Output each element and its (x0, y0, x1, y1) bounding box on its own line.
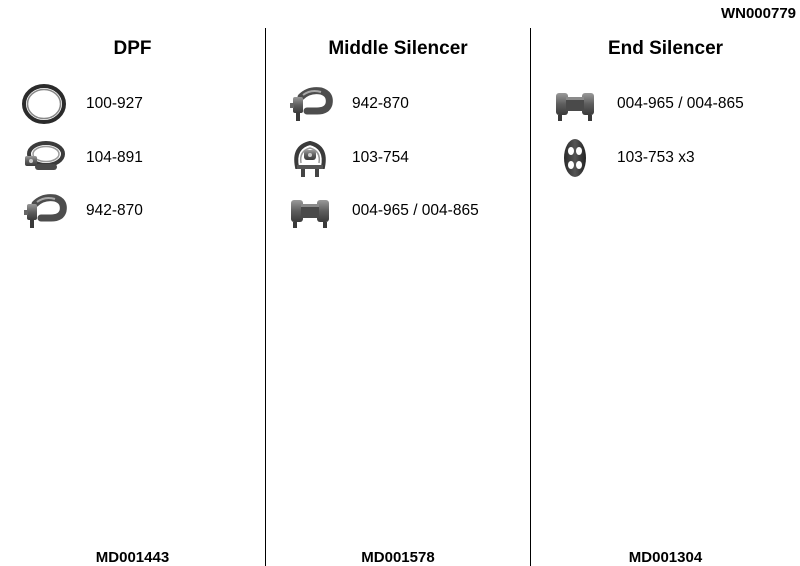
gasket-ring-icon (20, 82, 68, 126)
column-title: Middle Silencer (328, 38, 468, 59)
part-code: 004-965 / 004-865 (617, 95, 744, 112)
column-footer: MD001443 (95, 549, 170, 566)
part-row (20, 82, 143, 126)
part-row (286, 189, 479, 233)
column-dpf (0, 0, 265, 566)
part-code: 103-754 (352, 149, 409, 166)
part-code: 942-870 (352, 95, 409, 112)
hanger-block-icon (286, 189, 334, 233)
part-code: 100-927 (86, 95, 143, 112)
column-end-silencer (531, 0, 800, 566)
part-code: 004-965 / 004-865 (352, 202, 479, 219)
column-title: DPF (113, 38, 152, 59)
reference-number: WN000779 (720, 5, 796, 22)
column-footer: MD001578 (361, 549, 435, 566)
part-row (551, 82, 744, 126)
part-code: 104-891 (86, 149, 143, 166)
bolt-clamp-icon (20, 189, 68, 233)
part-code: 103-753 x3 (617, 149, 695, 166)
part-row (286, 82, 409, 126)
rubber-hanger-icon (551, 136, 599, 180)
bolt-clamp-icon (286, 82, 334, 126)
rubber-mount-icon (286, 136, 334, 180)
column-footer: MD001304 (628, 549, 703, 566)
hanger-block-icon (551, 82, 599, 126)
band-clamp-icon (20, 136, 68, 180)
part-row (286, 136, 409, 180)
part-row (20, 136, 143, 180)
part-row (551, 136, 695, 180)
part-row (20, 189, 143, 233)
column-middle-silencer (266, 0, 530, 566)
column-title: End Silencer (607, 38, 724, 59)
part-code: 942-870 (86, 202, 143, 219)
